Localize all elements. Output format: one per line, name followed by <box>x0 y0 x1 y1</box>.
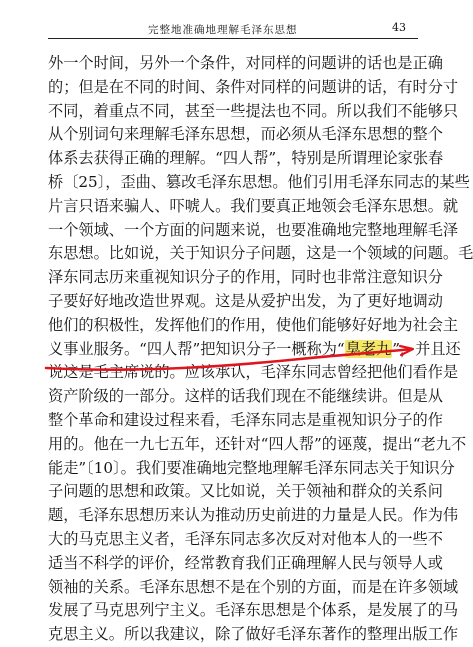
text-line: 一个领域、一个方面的问题来说，也要准确地完整地理解毛泽 <box>48 220 459 239</box>
page-number: 43 <box>392 21 406 34</box>
text-line: 片言只语来骗人、吓唬人。我们要真正地领会毛泽东思想。就 <box>48 196 459 215</box>
text-segment: 义事业服务。“四人帮”把知识分子一概称为“ <box>48 339 345 358</box>
highlighted-text-line <box>48 338 461 362</box>
text-line: 资产阶级的一部分。这样的话我们现在不能继续讲。但是从 <box>48 387 443 406</box>
text-line: 不同，着重点不同，甚至一些提法也不同。所以我们不能够只 <box>48 101 459 120</box>
text-line: 的；但是在不同的时间、条件对同样的问题讲的话，有时分寸 <box>48 77 459 96</box>
text-line: 从个别词句来理解毛泽东思想，而必须从毛泽东思想的整个 <box>48 125 443 144</box>
text-line: 外一个时间，另外一个条件，对同样的问题讲的话也是正确 <box>48 54 443 72</box>
text-line: 克思主义。所以我建议，除了做好毛泽东著作的整理出版工作 <box>48 625 459 644</box>
text-line: 发展了马克思列宁主义。毛泽东思想是个体系，是发展了的马 <box>48 601 459 620</box>
text-line: 说这是毛主席说的。应该承认，毛泽东同志曾经把他们看作是 <box>48 363 459 382</box>
body-text <box>48 52 473 647</box>
running-header-title: 完整地准确地理解毛泽东思想 <box>148 24 298 36</box>
text-line: 子问题的思想和政策。又比如说，关于领袖和群众的关系问 <box>48 482 443 501</box>
text-line: 他们的积极性，发挥他们的作用，使他们能够好好地为社会主 <box>48 315 459 334</box>
text-segment: ”，并且还 <box>392 339 461 358</box>
text-line: 题，毛泽东思想历来认为推动历史前进的力量是人民。作为伟 <box>48 506 459 525</box>
text-line: 体系去获得正确的理解。“四人帮”，特别是所谓理论家张春 <box>48 149 444 168</box>
running-header <box>48 20 418 39</box>
text-line: 泽东同志历来重视知识分子的作用，同时也非常注意知识分 <box>48 268 443 287</box>
text-line: 子要好好地改造世界观。这是从爱护出发，为了更好地调动 <box>48 291 443 310</box>
text-line: 东思想。比如说，关于知识分子问题，这是一个领域的问题。毛 <box>48 244 473 263</box>
text-line: 适当不科学的评价，经常教育我们正确理解人民与领导人或 <box>48 553 443 572</box>
text-line: 用的。他在一九七五年，还针对“四人帮”的诬蔑，提出“老九不 <box>48 434 467 453</box>
text-line: 整个革命和建设过程来看，毛泽东同志是重视知识分子的作 <box>48 410 443 429</box>
highlighted-phrase: 臭老九 <box>345 339 392 358</box>
text-line: 桥〔25〕，歪曲、篡改毛泽东思想。他们引用毛泽东同志的某些 <box>48 172 470 191</box>
text-line: 能走”〔10〕。我们要准确地完整地理解毛泽东同志关于知识分 <box>48 458 455 477</box>
text-line: 大的马克思主义者，毛泽东同志多次反对对他本人的一些不 <box>48 529 443 548</box>
text-line: 领袖的关系。毛泽东思想不是在个别的方面，而是在许多领域 <box>48 577 459 596</box>
